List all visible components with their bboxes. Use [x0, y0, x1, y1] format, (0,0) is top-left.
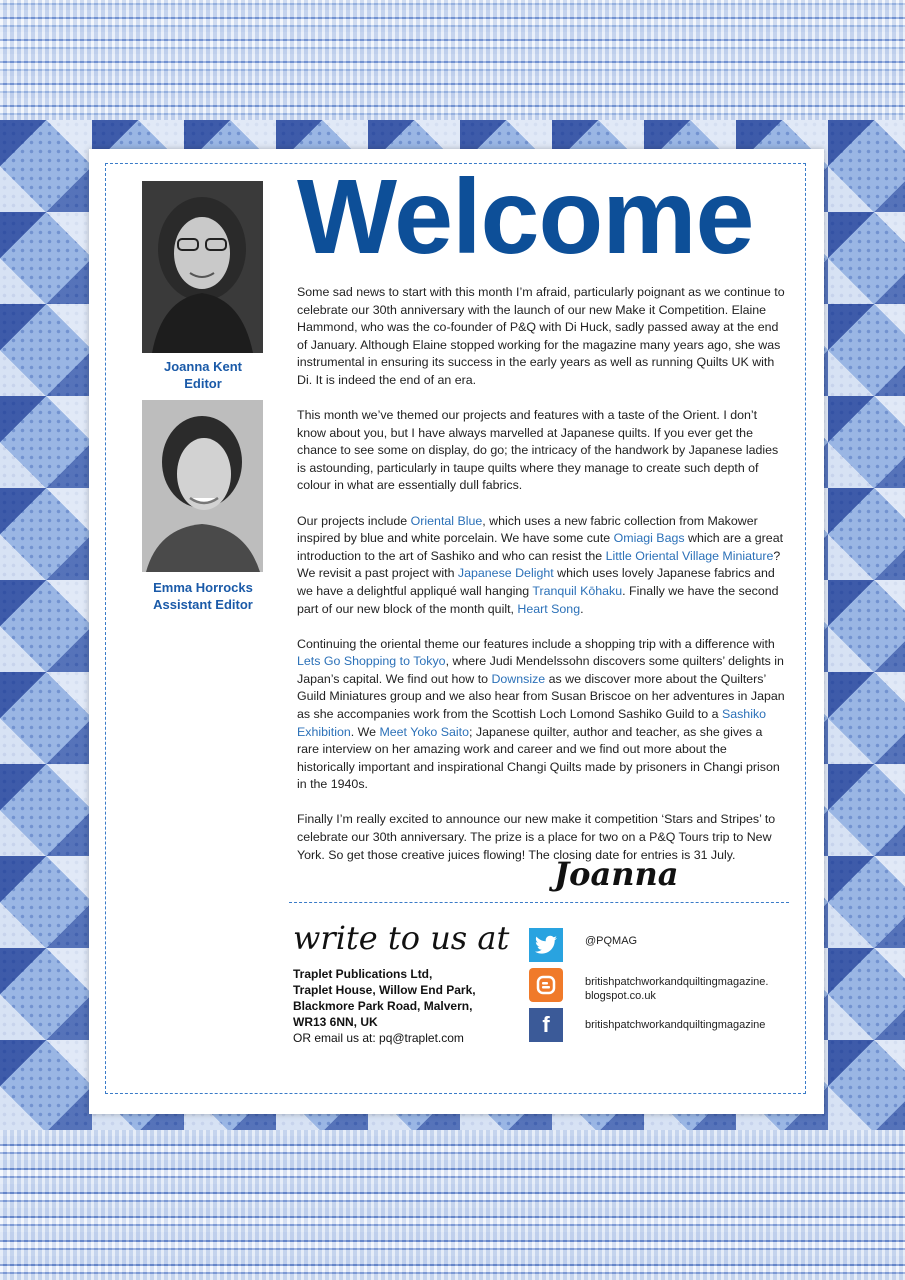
link-meet-yoko-saito[interactable]: Meet Yoko Saito — [379, 724, 469, 739]
paragraph-2: This month we’ve themed our projects and features with a taste of the Orient. I don’t know about you, but I have always marvelled at Japanese quilts. If you ever get the chance to see some on display, do go; the intricacy of the handwork by Japanese ladies is astounding, particularly in taupe quilts where they manage to create such depth of colour in what are essentially dull fabrics. — [297, 408, 779, 493]
link-japanese-delight[interactable]: Japanese Delight — [457, 566, 554, 581]
link-little-oriental-village[interactable]: Little Oriental Village Miniature — [605, 548, 774, 563]
text: , which uses a new fabric collection from Makower inspired by blue and white porcelain. We have some cute — [297, 513, 758, 546]
blogger-icon[interactable] — [529, 968, 563, 1002]
text: . We — [350, 724, 380, 739]
address-line: Traplet House, Willow End Park, — [293, 983, 476, 997]
link-tranquil-kohaku[interactable]: Tranquil Kōhaku — [532, 583, 623, 598]
address-line: WR13 6NN, UK — [293, 1015, 378, 1029]
twitter-icon[interactable] — [529, 928, 563, 962]
blog-url[interactable]: britishpatchworkandquiltingmagazine. blogspot.co.uk — [585, 976, 769, 1002]
editorial-body — [297, 284, 787, 882]
text: which are a great introduction to the art of Sashiko and who can resist the — [297, 531, 784, 563]
link-sashiko-exhibition[interactable]: Sashiko Exhibition — [297, 706, 767, 739]
postal-address — [293, 966, 513, 1046]
paragraph-4 — [297, 636, 787, 794]
page-title: Welcome — [297, 158, 754, 276]
quilt-stripe-top — [0, 0, 905, 120]
email-line[interactable]: OR email us at: pq@traplet.com — [293, 1031, 464, 1045]
editor-role: Assistant Editor — [153, 597, 253, 612]
editor-caption-joanna — [129, 358, 277, 392]
address-line: Traplet Publications Ltd, — [293, 967, 433, 981]
editor-photo-joanna — [142, 181, 263, 353]
text: ? We revisit a past project with — [297, 548, 781, 581]
welcome-card — [89, 149, 824, 1114]
divider — [289, 902, 789, 903]
twitter-handle[interactable]: @PQMAG — [585, 935, 638, 947]
quilt-stripe-bottom — [0, 1130, 905, 1280]
paragraph-5: Finally I’m really excited to announce our new make it competition ‘Stars and Stripes’ to celebrate our 30th anniversary. The prize is a place for two on a P&Q Tours trip to New York. So get those creative juices flowing! The closing date for entries is 31 July. — [297, 812, 776, 862]
editor-name: Joanna Kent — [163, 359, 242, 374]
text: Continuing the oriental theme our features include a shopping trip with a difference with — [297, 636, 775, 651]
link-downsize[interactable]: Downsize — [491, 671, 546, 686]
link-shopping-tokyo[interactable]: Lets Go Shopping to Tokyo — [297, 654, 446, 669]
paragraph-1: Some sad news to start with this month I’m afraid, particularly poignant as we continue to celebrate our 30th anniversary with the launch of our new Make it Competition. Elaine Hammond, who was the co-founder of P&Q with Di Huck, sadly passed away at the end of January. Although Elaine stopped working for the magazine many years ago, she was instrumental in ensuring its success in the early years as well as running Quilts UK with Di. It is indeed the end of an era. — [297, 285, 785, 387]
address-line: Blackmore Park Road, Malvern, — [293, 999, 473, 1013]
signature: Joanna — [554, 855, 679, 893]
link-omiagi-bags[interactable]: Omiagi Bags — [613, 531, 685, 546]
facebook-page[interactable]: britishpatchworkandquiltingmagazine — [585, 1019, 766, 1031]
write-to-us-heading: write to us at — [293, 919, 510, 957]
facebook-icon[interactable]: f — [529, 1008, 563, 1042]
text: ; Japanese quilter, author and teacher, as she gives a rare interview on her amazing work and career and we find out more about the historically important and inspirational Changi Quilts made by prisoners in Changi prison in the 1940s. — [297, 724, 780, 792]
paragraph-3 — [297, 513, 787, 619]
editor-name: Emma Horrocks — [153, 580, 253, 595]
editor-caption-emma — [129, 579, 277, 613]
text: . — [580, 601, 584, 616]
link-heart-song[interactable]: Heart Song — [517, 601, 581, 616]
editor-photo-emma — [142, 400, 263, 572]
link-oriental-blue[interactable]: Oriental Blue — [410, 513, 483, 528]
text: Our projects include — [297, 513, 411, 528]
text: as we discover more about the Quilters’ Guild Miniatures group and we also hear from Susan Briscoe on her adventures in Japan as she accompanies work from the Scottish Loch Lomond Sashiko Guild to a — [297, 671, 785, 721]
text: . Finally we have the second part of our new block of the month quilt, — [297, 583, 779, 616]
text: which uses lovely Japanese fabrics and we have a delightful appliqué wall hanging — [297, 566, 775, 598]
editor-role: Editor — [184, 376, 222, 391]
text: , where Judi Mendelssohn discovers some quilters’ delights in Japan’s capital. We find out how to — [297, 654, 784, 686]
